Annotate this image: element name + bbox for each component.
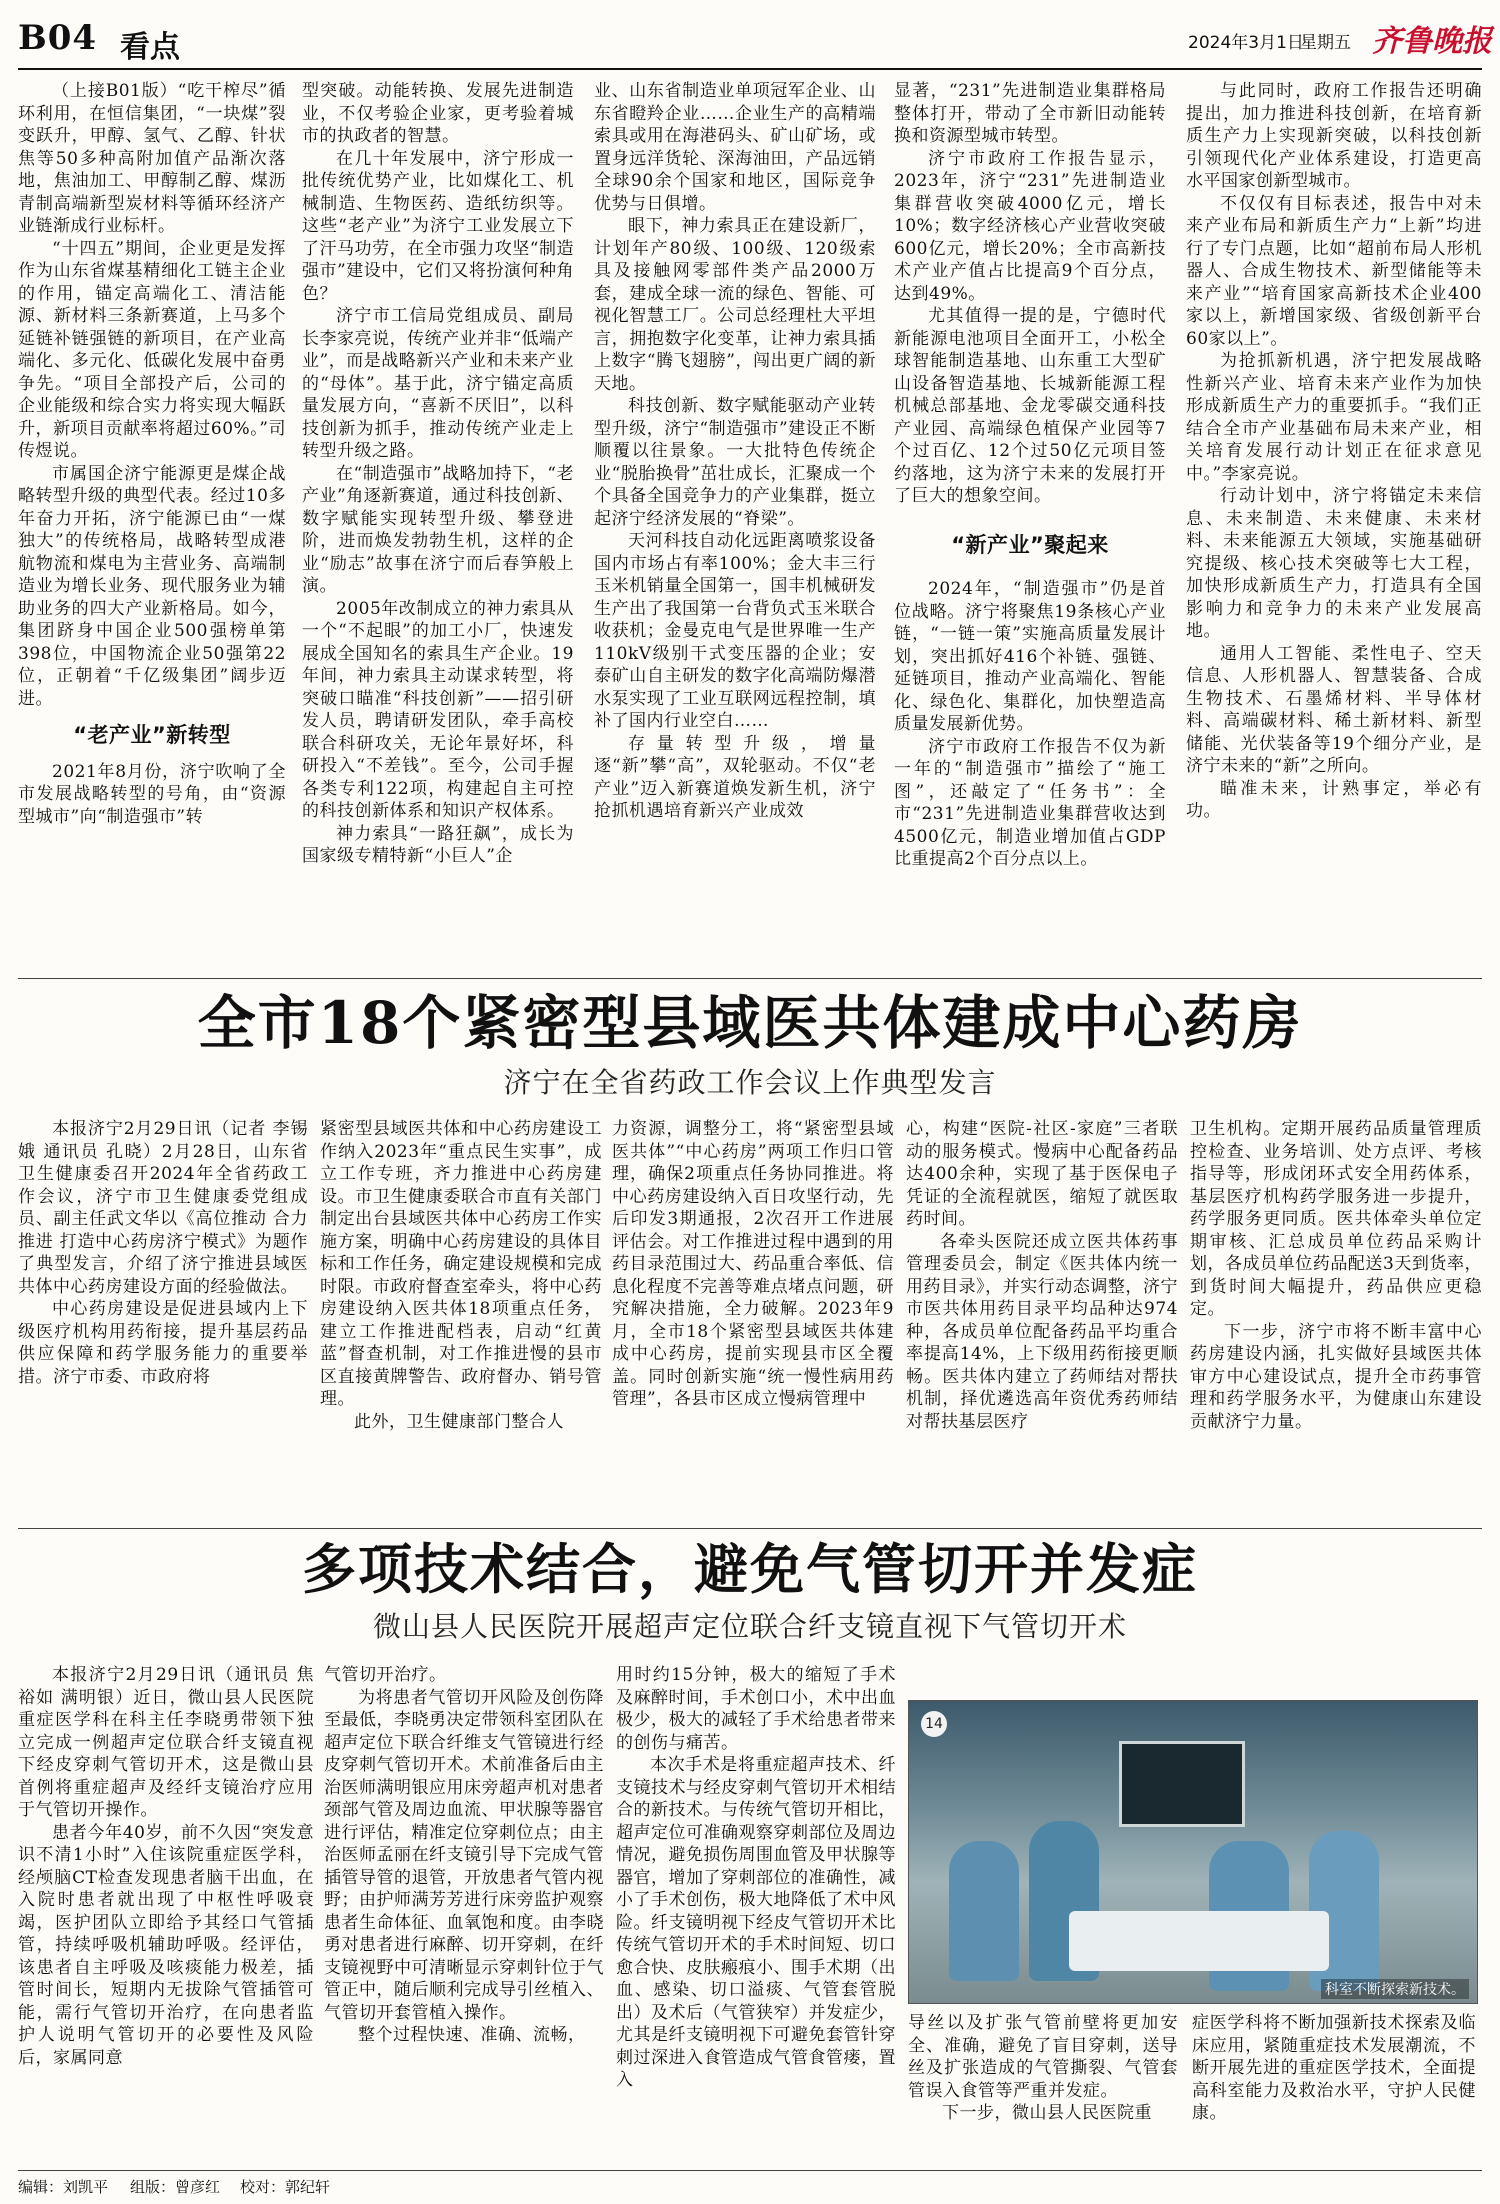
section-name: 看点	[120, 30, 180, 65]
room-number-badge: 14	[921, 1711, 947, 1737]
paragraph: 在“制造强市”战略加持下，“老产业”角逐新赛道，通过科技创新、数字赋能实现转型升级、攀登进阶，进而焕发勃勃生机，这样的企业“励志”故事在济宁而后春笋般上演。	[302, 463, 574, 596]
paragraph: “十四五”期间，企业更是发挥作为山东省煤基精细化工链主企业的作用，锚定高端化工、清洁能源、新材料三条新赛道，上马多个延链补链强链的新项目，在产业高端化、多元化、低碳化发展中奋勇争先。“项目全部投产后，公司的企业能级和综合实力将实现大幅跃升，新项目贡献率将超过60%。”司传煜说。	[18, 238, 286, 461]
paragraph: 济宁市工信局党组成员、副局长李家亮说，传统产业并非“低端产业”，而是战略新兴产业和未来产业的“母体”。基于此，济宁锚定高质量发展方向，“喜新不厌旧”，以科技创新为抓手，推动传统产业走上转型升级之路。	[302, 306, 574, 461]
divider	[18, 978, 1482, 979]
paragraph: 紧密型县域医共体和中心药房建设工作纳入2023年“重点民生实事”，成立工作专班，齐力推进中心药房建设。市卫生健康委联合市直有关部门制定出台县域医共体中心药房工作实施方案，明确中心药房建设的具体目标和工作任务，确定建设规模和完成时限。市政府督查室牵头，将中心药房建设纳入医共体18项重点任务，建立工作推进配档表，启动“红黄蓝”督查机制，对工作推进慢的县市区直接黄牌警告、政府督办、销号管理。	[320, 1119, 602, 1409]
paragraph: （上接B01版）“吃干榨尽”循环利用，在恒信集团，“一块煤”裂变跃升，甲醇、氢气、乙醇、针状焦等50多种高附加值产品渐次落地，焦油加工、甲醇制乙醇、煤沥青制高端新型炭材料等循环经济产业链渐成行业标杆。	[18, 81, 286, 236]
issue-date: 2024年3月1日	[1188, 33, 1304, 53]
paragraph: 本次手术是将重症超声技术、纤支镜技术与经皮穿刺气管切开术相结合的新技术。与传统气管切开相比，超声定位可准确观察穿刺部位及周边情况，避免损伤周围血管及甲状腺等器官，增加了穿刺部位的准确性，减小了手术创伤，极大地降低了术中风险。纤支镜明视下经皮气管切开术比传统气管切开术的手术时间短、切口愈合快、皮肤瘢痕小、围手术期（出血、感染、切口溢痰、气管套管脱出）及术后（气管狭窄）并发症少，尤其是纤支镜明视下可避免套管针穿刺过深进入食管造成气管食管瘘，置入	[616, 1755, 896, 2090]
story2-subheadline: 济宁在全省药政工作会议上作典型发言	[503, 1066, 997, 1099]
paragraph: 患者今年40岁，前不久因“突发意识不清1小时”入住该院重症医学科，经颅脑CT检查发现患者脑干出血，在入院时患者就出现了中枢性呼吸衰竭，医护团队立即给予其经口气管插管，持续呼吸机辅助呼吸。经评估，该患者自主呼吸及咳痰能力极差，插管时间长，短期内无拔除气管插管可能，需行气管切开治疗，在向患者监护人说明气管切开的必要性及风险后，家属同意	[18, 1822, 314, 2068]
paragraph: 2005年改制成立的神力索具从一个“不起眼”的加工小厂，快速发展成全国知名的索具生产企业。19年间，神力索具主动谋求转型，将突破口瞄准“科技创新”——招引研发人员，聘请研发团队，牵手高校联合科研攻关，无论年景好坏，科研投入“不差钱”。至今，公司手握各类专利122项，构建起自主可控的科技创新体系和知识产权体系。	[302, 598, 574, 821]
paragraph: 下一步，济宁市将不断丰富中心药房建设内涵，扎实做好县域医共体审方中心建设试点，提升全市药事管理和药学服务水平，为健康山东建设贡献济宁力量。	[1190, 1321, 1482, 1432]
paragraph: 科技创新、数字赋能驱动产业转型升级，济宁“制造强市”建设正不断顺覆以往景象。一大批特色传统企业“脱胎换骨”茁壮成长，汇聚成一个个具备全国竞争力的产业集群，挺立起济宁经济发展的“脊梁”。	[594, 396, 876, 529]
paragraph: 业、山东省制造业单项冠军企业、山东省瞪羚企业……企业生产的高精端索具或用在海港码头、矿山矿场，或置身远洋货轮、深海油田，产品远销全球90余个国家和地区，国际竞争优势与日俱增。	[594, 81, 876, 214]
layout-credit: 组版：曾彦红	[130, 2178, 221, 2196]
paragraph: 天河科技自动化远距离喷浆设备国内市场占有率100%；金大丰三行玉米机销量全国第一，国丰机械研发生产出了我国第一台背负式玉米联合收获机；金曼克电气是世界唯一生产110kV级别干式变压器的企业；安泰矿山自主研发的数字化高端防爆潜水泵实现了工业互联网远程控制，填补了国内行业空白……	[594, 531, 876, 731]
paragraph: 型突破。动能转换、发展先进制造业，不仅考验企业家，更考验着城市的执政者的智慧。	[302, 81, 574, 146]
story3-column-4	[908, 2012, 1178, 2162]
subheading: “新产业”聚起来	[951, 532, 1109, 557]
story1-column-5	[1186, 80, 1482, 970]
paragraph: 各牵头医院还成立医共体药事管理委员会，制定《医共体内统一用药目录》，并实行动态调整，济宁市医共体用药目录平均品种达974种，各成员单位配备药品平均重合率提高14%，上下级用药衔接更顺畅。医共体内建立了药师结对帮扶机制，择优遴选高年资优秀药师结对帮扶基层医疗	[906, 1231, 1178, 1432]
paragraph: 气管切开治疗。	[324, 1665, 447, 1685]
paragraph: 心，构建“医院-社区-家庭”三者联动的服务模式。慢病中心配备药品达400余种，实现了基于医保电子凭证的全流程就医，缩短了就医取药时间。	[906, 1119, 1178, 1229]
paragraph: 瞄准未来，计熟事定，举必有功。	[1186, 778, 1482, 821]
doctor-figure	[949, 1841, 1019, 1981]
paragraph: 为抢抓新机遇，济宁把发展战略性新兴产业、培育未来产业作为加快形成新质生产力的重要抓手。“我们正结合全市产业基础布局未来产业，相关培育发展行动计划正在征求意见中。”李家亮说。	[1186, 351, 1482, 484]
operating-room-photo	[908, 1700, 1478, 2004]
story2-column-1	[18, 1118, 308, 1538]
story2-column-4	[906, 1118, 1178, 1538]
paragraph: 中心药房建设是促进县域内上下级医疗机构用药衔接，提升基层药品供应保障和药学服务能力的重要举措。济宁市委、市政府将	[18, 1299, 308, 1387]
page-code: B04	[18, 18, 98, 58]
paper-logo: 齐鲁晚报	[1372, 24, 1492, 59]
paragraph: 整个过程快速、准确、流畅，	[358, 2025, 586, 2045]
footer-rule	[18, 2170, 1482, 2171]
story2-column-3	[612, 1118, 894, 1538]
paragraph: 症医学科将不断加强新技术探索及临床应用，紧随重症技术发展潮流，不断开展先进的重症医学技术，全面提高科室能力及救治水平，守护人民健康。	[1192, 2013, 1476, 2123]
subheading: “老产业”新转型	[73, 723, 231, 747]
paragraph: 此外，卫生健康部门整合人	[354, 1411, 564, 1432]
story1-column-3	[594, 80, 876, 970]
paragraph: 本报济宁2月29日讯（记者 李锡娥 通讯员 孔晓）2月28日，山东省卫生健康委召开2024年全省药政工作会议，济宁市卫生健康委党组成员、副主任武文华以《高位推动 合力推进 打造中心药房济宁模式》为题作了典型发言，介绍了济宁推进县域医共体中心药房建设方面的经验做法。	[18, 1119, 308, 1297]
paragraph: 存量转型升级，增量逐“新”攀“高”，双轮驱动。不仅“老产业”迈入新赛道焕发新生机，济宁抢抓机遇培育新兴产业成效	[594, 733, 876, 821]
paragraph: 在几十年发展中，济宁形成一批传统优势产业，比如煤化工、机械制造、生物医药、造纸纺织等。这些“老产业”为济宁工业发展立下了汗马功劳，在全市强力攻坚“制造强市”建设中，它们又将扮演何种角色？	[302, 148, 574, 304]
paragraph: 下一步，微山县人民医院重	[942, 2103, 1152, 2123]
paragraph: 通用人工智能、柔性电子、空天信息、人形机器人、智慧装备、合成生物技术、石墨烯材料、半导体材料、高端碳材料、稀土新材料、新型储能、光伏装备等19个细分产业，是济宁未来的“新”之所向。	[1186, 643, 1482, 776]
paragraph: 卫生机构。定期开展药品质量管理质控检查、业务培训、处方点评、考核指导等，形成闭环式安全用药体系，基层医疗机构药学服务进一步提升，药学服务更同质。医共体牵头单位定期审核、汇总成员单位药品采购计划，各成员单位药品配送3天到货率，到货时间大幅提升，药品供应更稳定。	[1190, 1119, 1482, 1319]
story3-column-5	[1192, 2012, 1476, 2162]
header-rule	[18, 68, 1482, 70]
paragraph: 神力索具“一路狂飙”，成长为国家级专精特新“小巨人”企	[302, 823, 574, 866]
paragraph: 用时约15分钟，极大的缩短了手术及麻醉时间，手术创口小，术中出血极少，极大的减轻了手术给患者带来的创伤与痛苦。	[616, 1665, 896, 1753]
issue-weekday: 星期五	[1300, 33, 1351, 53]
paragraph: 与此同时，政府工作报告还明确提出，加力推进科技创新，在培育新质生产力上实现新突破，以科技创新引领现代化产业体系建设，打造更高水平国家创新型城市。	[1186, 81, 1482, 191]
paragraph: 2021年8月份，济宁吹响了全市发展战略转型的号角，由“资源型城市”向“制造强市”转	[18, 761, 286, 827]
paragraph: 为将患者气管切开风险及创伤降至最低，李晓勇决定带领科室团队在超声定位下联合纤维支气管镜进行经皮穿刺气管切开术。术前准备后由主治医师满明银应用床旁超声机对患者颈部气管及周边血流、甲状腺等器官进行评估，精准定位穿刺位点；由主治医师孟丽在纤支镜引导下完成气管插管导管的退管，开放患者气管内视野；由护师满芳芳进行床旁监护观察患者生命体征、血氧饱和度。由李晓勇对患者进行麻醉、切开穿刺，在纤支镜视野中可清晰显示穿刺针位于气管正中，随后顺利完成导引丝植入、气管切开套管植入操作。	[324, 1687, 604, 2023]
paragraph: 行动计划中，济宁将锚定未来信息、未来制造、未来健康、未来材料、未来能源五大领域，实施基础研究提级、核心技术突破等七大工程，加快形成新质生产力，打造具有全国影响力和竞争力的未来产业发展高地。	[1186, 486, 1482, 641]
story1-column-2	[302, 80, 574, 970]
editor-credit: 编辑：刘凯平	[18, 2178, 109, 2196]
paragraph: 济宁市政府工作报告显示，2023年，济宁“231”先进制造业集群营收突破4000亿元，增长10%；数字经济核心产业营收突破600亿元，增长20%；全市高新技术产业产值占比提高9个百分点，达到49%。	[894, 148, 1166, 304]
paragraph: 显著，“231”先进制造业集群格局整体打开，带动了全市新旧动能转换和资源型城市转型。	[894, 81, 1166, 146]
story2-column-2	[320, 1118, 602, 1538]
photo-caption: 科室不断探索新技术。	[1321, 1979, 1469, 1999]
patient-bed	[1069, 1911, 1329, 1971]
story3-column-3	[616, 1664, 896, 2164]
story3-subheadline: 微山县人民医院开展超声定位联合纤支镜直视下气管切开术	[372, 1610, 1127, 1643]
paragraph: 2024年，“制造强市”仍是首位战略。济宁将聚焦19条核心产业链，“一链一策”实施高质量发展计划，突出抓好416个补链、强链、延链项目，推动产业高端化、智能化、绿色化、集群化，加快塑造高质量发展新优势。	[894, 579, 1166, 734]
story1-column-1	[18, 80, 286, 970]
paragraph: 本报济宁2月29日讯（通讯员 焦裕如 满明银）近日，微山县人民医院重症医学科在科主任李晓勇带领下独立完成一例超声定位联合纤支镜直视下经皮穿刺气管切开术，这是微山县首例将重症超声及经纤支镜治疗应用于气管切开操作。	[18, 1665, 314, 1820]
story3-column-1	[18, 1664, 314, 2164]
paragraph: 导丝以及扩张气管前壁将更加安全、准确，避免了盲目穿刺，送导丝及扩张造成的气管撕裂、气管套管误入食管等严重并发症。	[908, 2013, 1178, 2101]
story2-headline: 全市18个紧密型县域医共体建成中心药房	[197, 989, 1303, 1057]
paragraph: 眼下，神力索具正在建设新厂，计划年产80级、100级、120级索具及接触网零部件类产品2000万套，建成全球一流的绿色、智能、可视化智慧工厂。公司总经理杜大平坦言，拥抱数字化变革，让神力索具插上数字“腾飞翅膀”，闯出更广阔的新天地。	[594, 216, 876, 394]
paragraph: 尤其值得一提的是，宁德时代新能源电池项目全面开工，小松全球智能制造基地、山东重工大型矿山设备智造基地、长城新能源工程机械总部基地、金龙零碳交通科技产业园、高端绿色植保产业园等7个过百亿、12个过50亿元项目签约落地，这为济宁未来的发展打开了巨大的想象空间。	[894, 306, 1166, 506]
story1-column-4	[894, 80, 1166, 970]
monitor-icon	[1119, 1741, 1245, 1827]
paragraph: 力资源，调整分工，将“紧密型县域医共体”“中心药房”两项工作归口管理，确保2项重点任务协同推进。将中心药房建设纳入百日攻坚行动，先后印发3期通报，2次召开工作进展评估会。对工作推进过程中遇到的用药目录范围过大、药品重合率低、信息化程度不完善等难点堵点问题，研究解决措施，全力破解。2023年9月，全市18个紧密型县域医共体建成中心药房，提前实现县市区全覆盖。同时创新实施“统一慢性病用药管理”，各县市区成立慢病管理中	[612, 1119, 894, 1409]
story2-column-5	[1190, 1118, 1482, 1538]
divider	[18, 1528, 1482, 1529]
story3-column-2	[324, 1664, 604, 2164]
paragraph: 济宁市政府工作报告不仅为新一年的“制造强市”描绘了“施工图”，还敲定了“任务书”：全市“231”先进制造业集群营收达到4500亿元，制造业增加值占GDP比重提高2个百分点以上。	[894, 736, 1166, 869]
proof-credit: 校对：郭纪轩	[240, 2178, 331, 2196]
story3-headline: 多项技术结合，避免气管切开并发症	[302, 1537, 1198, 1601]
paragraph: 不仅仅有目标表述，报告中对未来产业布局和新质生产力“上新”均进行了专门点题，比如“超前布局人形机器人、合成生物技术、新型储能等未来产业”“培育国家高新技术企业400家以上，新增国家级、省级创新平台60家以上”。	[1186, 193, 1482, 349]
paragraph: 市属国企济宁能源更是煤企战略转型升级的典型代表。经过10多年奋力开拓，济宁能源已由“一煤独大”的传统格局，战略转型成港航物流和煤电为主营业务、高端制造业为增长业务、现代服务业为辅助业务的四大产业新格局。如今，集团跻身中国企业500强榜单第398位，中国物流企业50强第22位，正朝着“千亿级集团”阔步迈进。	[18, 463, 286, 709]
